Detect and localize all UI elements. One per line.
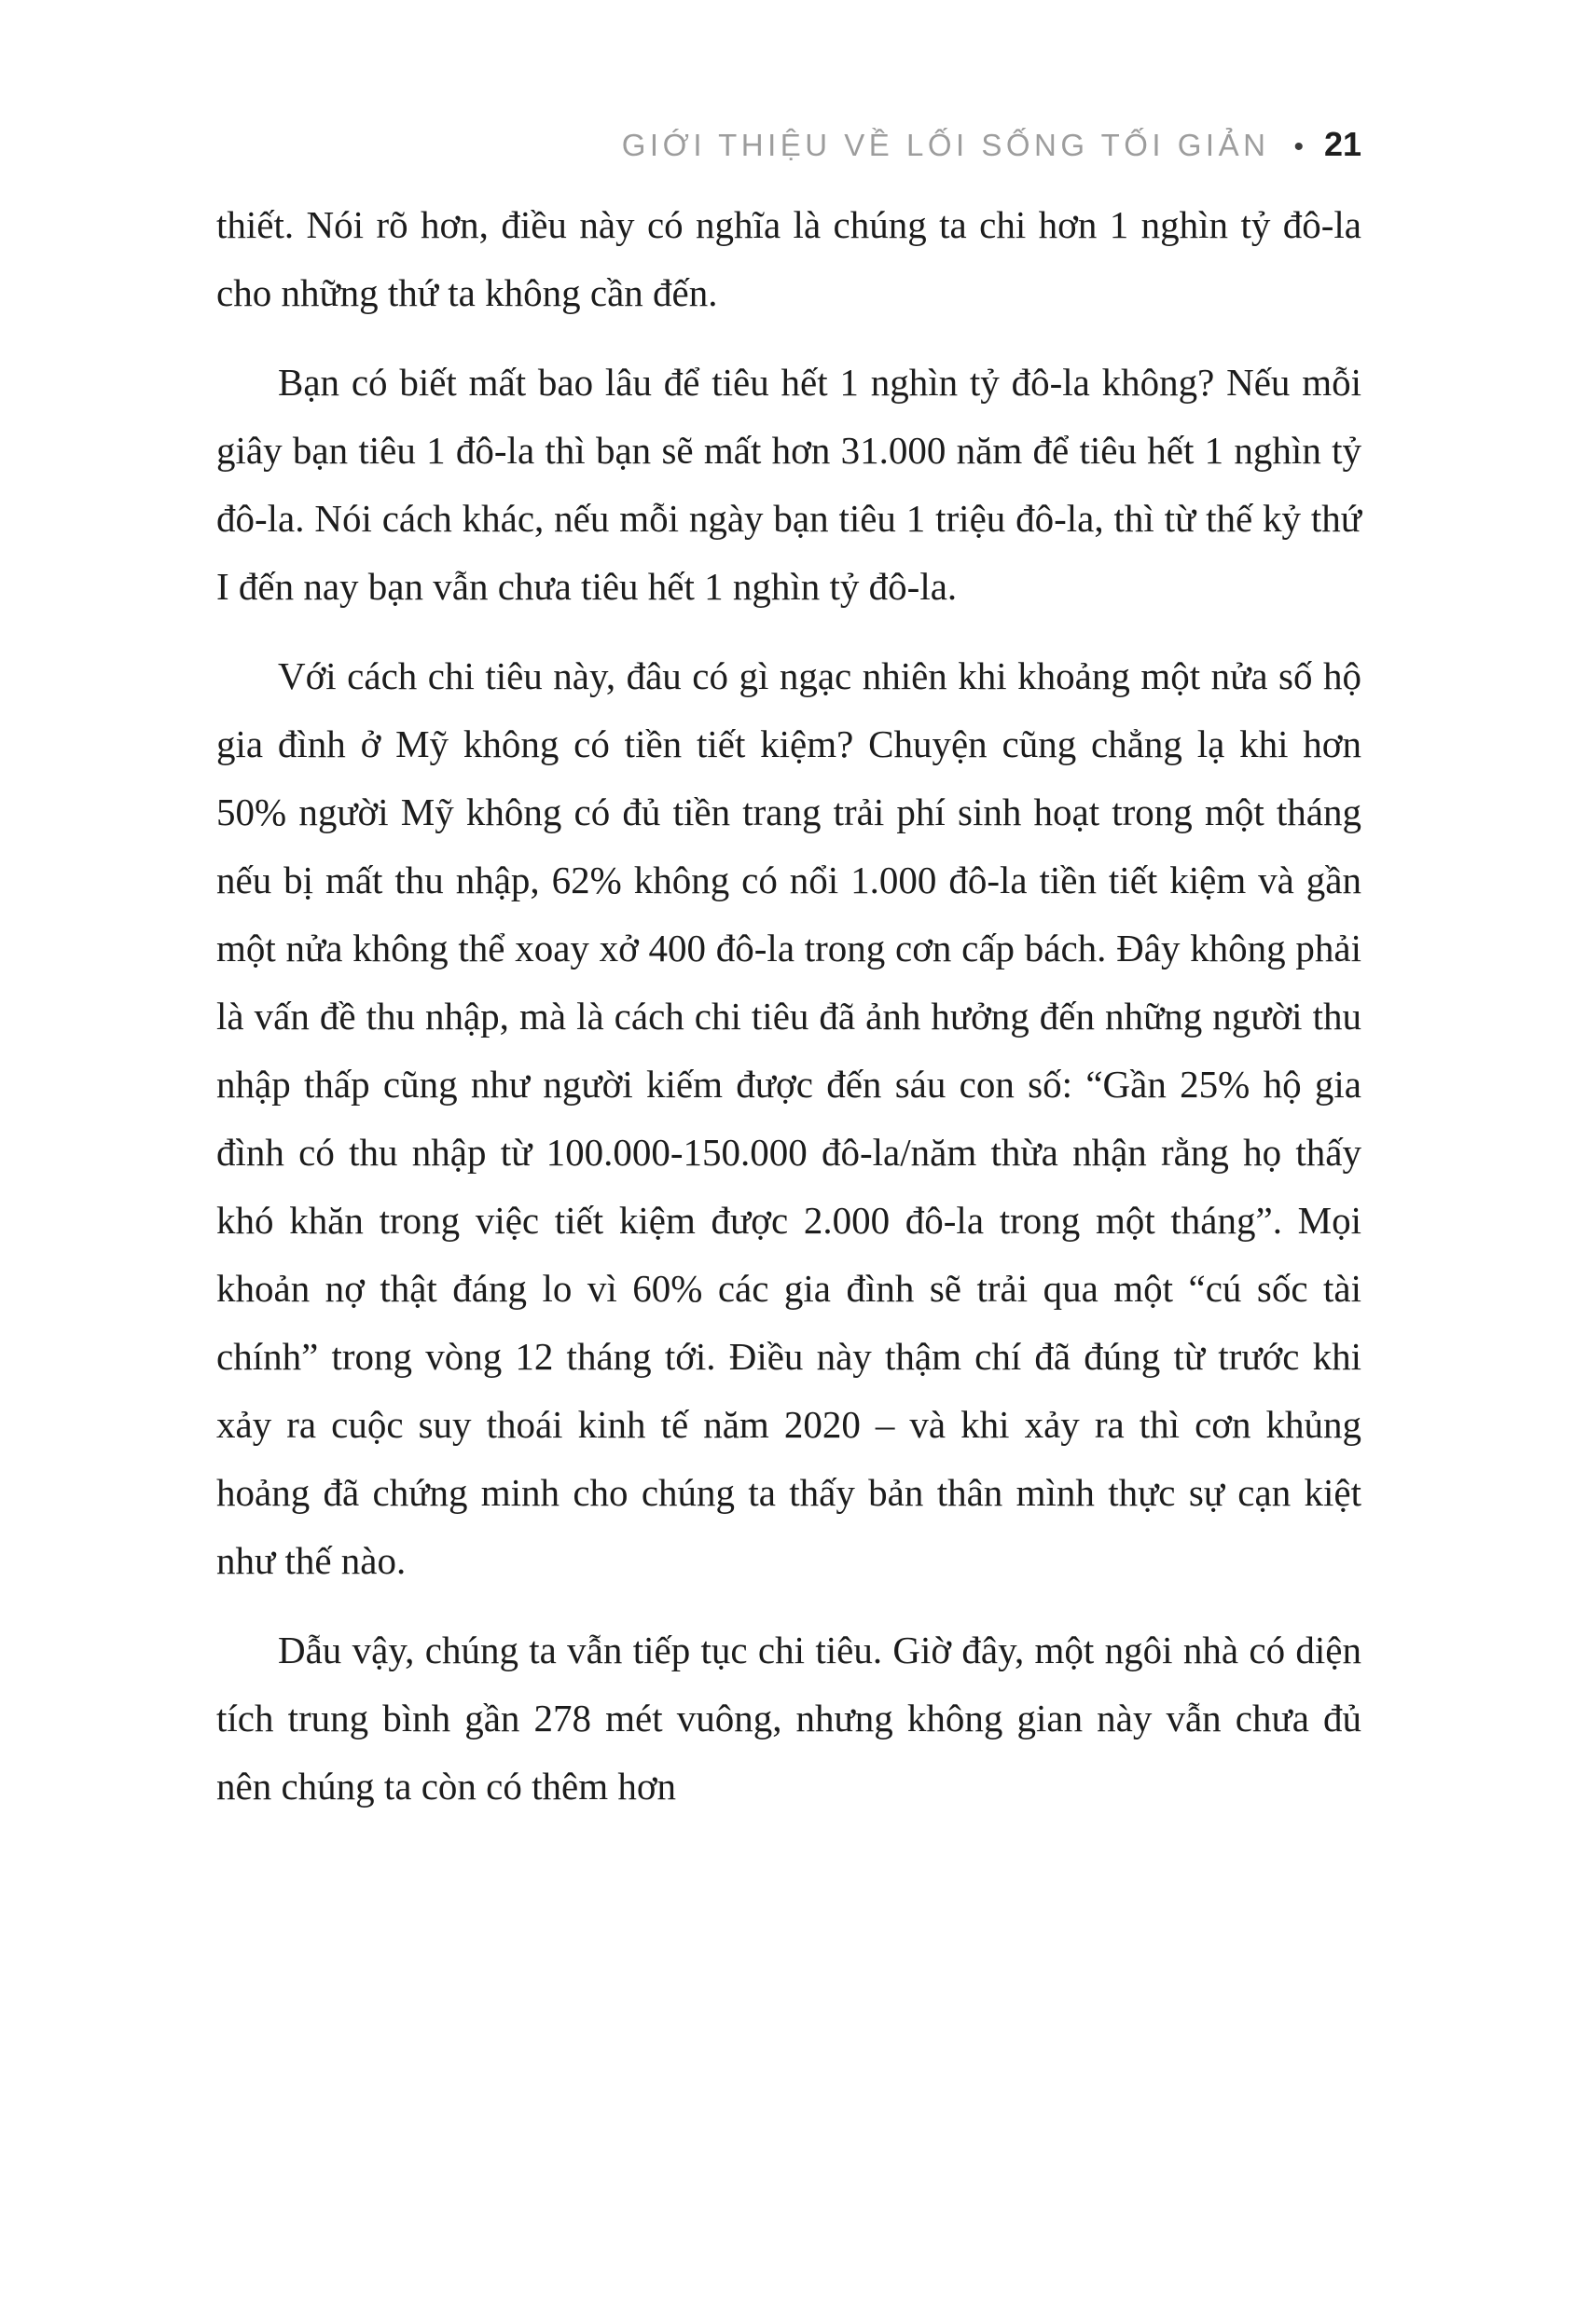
separator-dot: • — [1293, 131, 1304, 162]
body-paragraph: Bạn có biết mất bao lâu để tiêu hết 1 nghìn tỷ đô-la không? Nếu mỗi giây bạn tiêu 1 đô-la thì bạn sẽ mất hơn 31.000 năm để tiêu hết 1 nghìn tỷ đô-la. Nói cách khác, nếu mỗi ngày bạn tiêu 1 triệu đô-la, thì từ thế kỷ thứ I đến nay bạn vẫn chưa tiêu hết 1 nghìn tỷ đô-la. — [216, 361, 1361, 608]
page-body — [216, 191, 1361, 1842]
body-paragraph: Dẫu vậy, chúng ta vẫn tiếp tục chi tiêu. Giờ đây, một ngôi nhà có diện tích trung bình gần 278 mét vuông, nhưng không gian này vẫn chưa đủ nên chúng ta còn có thêm hơn — [216, 1629, 1361, 1808]
page-header — [216, 125, 1361, 164]
body-paragraph: thiết. Nói rõ hơn, điều này có nghĩa là chúng ta chi hơn 1 nghìn tỷ đô-la cho những thứ ta không cần đến. — [216, 203, 1361, 314]
body-paragraph: Với cách chi tiêu này, đâu có gì ngạc nhiên khi khoảng một nửa số hộ gia đình ở Mỹ không có tiền tiết kiệm? Chuyện cũng chẳng lạ khi hơn 50% người Mỹ không có đủ tiền trang trải phí sinh hoạt trong một tháng nếu bị mất thu nhập, 62% không có nổi 1.000 đô-la tiền tiết kiệm và gần một nửa không thể xoay xở 400 đô-la trong cơn cấp bách. Đây không phải là vấn đề thu nhập, mà là cách chi tiêu đã ảnh hưởng đến những người thu nhập thấp cũng như người kiếm được đến sáu con số: “Gần 25% hộ gia đình có thu nhập từ 100.000-150.000 đô-la/năm thừa nhận rằng họ thấy khó khăn trong việc tiết kiệm được 2.000 đô-la trong một tháng”. Mọi khoản nợ thật đáng lo vì 60% các gia đình sẽ trải qua một “cú sốc tài chính” trong vòng 12 tháng tới. Điều này thậm chí đã đúng từ trước khi xảy ra cuộc suy thoái kinh tế năm 2020 – và khi xảy ra thì cơn khủng hoảng đã chứng minh cho chúng ta thấy bản thân mình thực sự cạn kiệt như thế nào. — [216, 654, 1361, 1582]
page-number: 21 — [1323, 125, 1361, 163]
running-title: GIỚI THIỆU VỀ LỐI SỐNG TỐI GIẢN — [621, 128, 1270, 162]
